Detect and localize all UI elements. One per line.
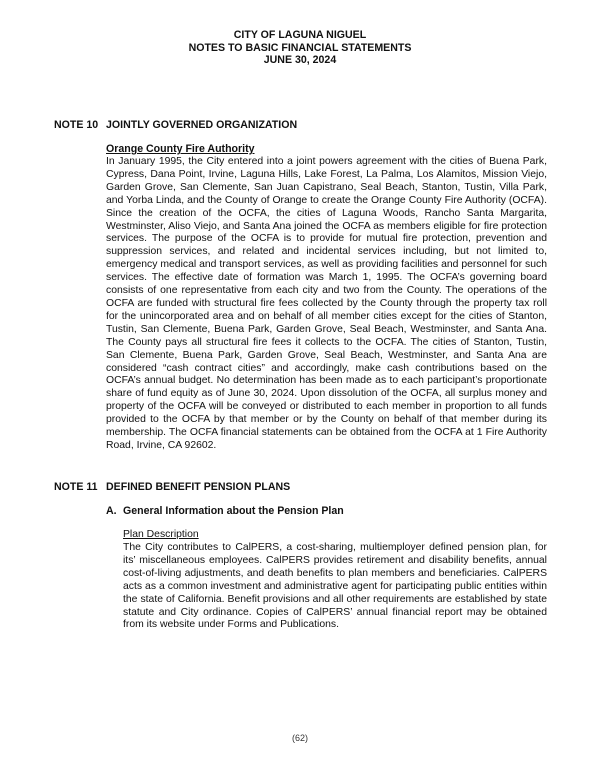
header-city: CITY OF LAGUNA NIGUEL <box>233 29 367 41</box>
header-title: NOTES TO BASIC FINANCIAL STATEMENTS <box>188 41 412 54</box>
note-11-heading <box>54 481 290 493</box>
note-10-body: In January 1995, the City entered into a joint powers agreement with the cities of Buena Park, Cypress, Dana Point, Irvine, Laguna Hills, Lake Forest, La Palma, Los Alamitos, Mission Viejo, Garden Grove, San Clemente, San Juan Capistrano, Seal Beach, Stanton, Tustin, Villa Park, and Yorba Linda, and the County of Orange to create the Orange County Fire Authority (OCFA). Since the creation of the OCFA, the cities of Laguna Woods, Rancho Santa Margarita, Westminster, Aliso Viejo, and Santa Ana joined the OCFA as members eligible for fire protection services. The purpose of the OCFA is to provide for mutual fire protection, prevention and suppression services, and related and incidental services including, but not limited to, emergency medical and transport services, as well as providing facilities and personnel for such services. The effective date of formation was March 1, 1995. The OCFA’s governing board consists of one representative from each city and two from the County. The operations of the OCFA are funded with structural fire fees collected by the County through the property tax roll for the unincorporated area and on behalf of all member cities except for the cities of Stanton, Tustin, San Clemente, Buena Park, Garden Grove, Seal Beach, Westminster, and Santa Ana. The County pays all structural fire fees it collects to the OCFA. The cities of Stanton, Tustin, San Clemente, Buena Park, Garden Grove, Seal Beach, Westminster, and Santa Ana are considered “cash contract cities” and accordingly, make cash contributions based on the OCFA’s annual budget. No determination has been made as to each participant’s proportionate share of fund equity as of June 30, 2024. Upon dissolution of the OCFA, all surplus money and property of the OCFA will be conveyed or distributed to each member in proportion to all funds provided to the OCFA by that member or by the County on behalf of that member during its membership. The OCFA financial statements can be obtained from the OCFA at 1 Fire Authority Road, Irvine, CA 92602. <box>106 156 547 451</box>
header-date: JUNE 30, 2024 <box>263 54 337 67</box>
note-11-body: The City contributes to CalPERS, a cost-sharing, multiemployer defined pension plan, for its’ miscellaneous employees. CalPERS provides retirement and disability benefits, annual cost-of-living adjustments, and death benefits to plan members and beneficiaries. CalPERS acts as a common investment and administrative agent for participating public entities within the state of California. Benefit provisions and all other requirements are established by state statute and City ordinance. Copies of CalPERS’ annual financial report may be obtained from its website under Forms and Publications. <box>123 542 547 631</box>
note-10-number: NOTE 10 <box>54 119 99 131</box>
document-header <box>0 29 600 67</box>
note-11-title: DEFINED BENEFIT PENSION PLANS <box>106 481 291 493</box>
section-a-title: General Information about the Pension Plan <box>123 505 344 517</box>
ocfa-subheading: Orange County Fire Authority <box>106 143 255 155</box>
section-a-heading <box>106 505 344 517</box>
page-number: (62) <box>291 733 308 743</box>
note-11-number: NOTE 11 <box>54 481 98 493</box>
section-a-letter: A. <box>106 505 117 517</box>
note-10-title: JOINTLY GOVERNED ORGANIZATION <box>106 119 298 131</box>
note-10-heading <box>54 119 297 131</box>
plan-description-subheading: Plan Description <box>123 529 199 540</box>
